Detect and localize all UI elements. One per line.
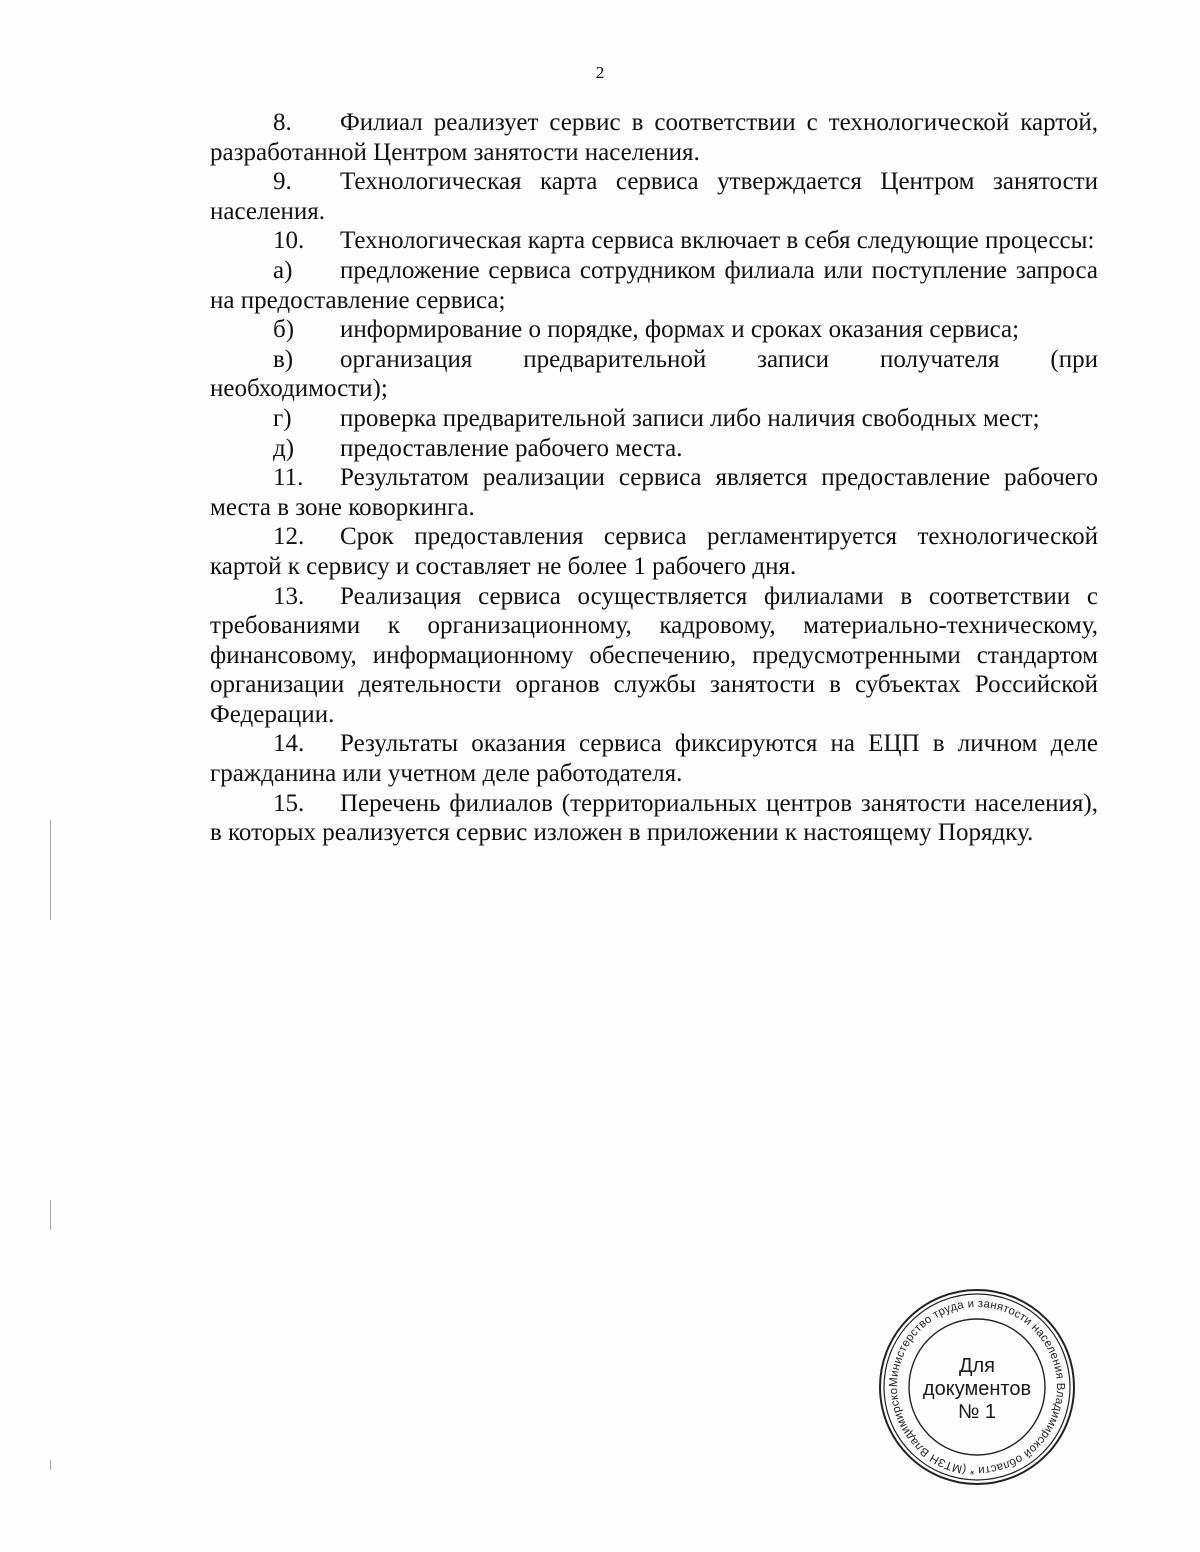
paragraph-15 <box>210 789 1098 848</box>
paragraph-number: 15. <box>273 789 305 817</box>
list-item-d <box>210 434 1098 464</box>
paragraph-10 <box>210 226 1098 256</box>
list-item-g <box>210 404 1098 434</box>
paragraph-number: 10. <box>273 227 305 255</box>
list-item-v <box>210 345 1098 404</box>
list-marker: б) <box>273 316 295 344</box>
stamp-center-text <box>877 1355 1077 1424</box>
paragraph-11 <box>210 463 1098 522</box>
paragraph-text: Технологическая карта сервиса включает в себя следующие процессы: <box>340 227 1095 255</box>
paragraph-14 <box>210 729 1098 788</box>
stamp-center-line: Для <box>958 1355 996 1377</box>
paragraph-number: 14. <box>273 730 305 758</box>
paragraph-number: 9. <box>273 168 292 196</box>
list-item-text: предложение сервиса сотрудником филиала или поступление запроса на предоставление сервиса; <box>210 256 1098 314</box>
paragraph-12 <box>210 522 1098 581</box>
page-number: 2 <box>595 63 605 82</box>
paragraph-text: Перечень филиалов (территориальных центров занятости населения), в которых реализуется сервис изложен в приложении к настоящему Порядку. <box>210 789 1098 847</box>
list-marker: д) <box>273 434 295 462</box>
list-item-text: информирование о порядке, формах и сроках оказания сервиса; <box>340 316 1020 344</box>
stamp-center-line: документов <box>922 1378 1032 1400</box>
list-item-b <box>210 315 1098 345</box>
paragraph-9 <box>210 167 1098 226</box>
stamp-center-line: № 1 <box>957 1401 997 1423</box>
paragraph-text: Результатом реализации сервиса является предоставление рабочего места в зоне коворкинга. <box>210 464 1098 521</box>
paragraph-text: Срок предоставления сервиса регламентируется технологической картой к сервису и составляет не более 1 рабочего дня. <box>210 523 1098 580</box>
paragraph-13 <box>210 582 1098 730</box>
list-item-text: предоставление рабочего места. <box>340 434 683 462</box>
list-item-text: проверка предварительной записи либо наличия свободных мест; <box>340 404 1040 432</box>
list-marker: г) <box>273 404 292 432</box>
paragraph-number: 13. <box>273 582 305 610</box>
paragraph-number: 12. <box>273 523 305 551</box>
scan-margin-marks <box>50 820 52 1520</box>
document-body <box>210 108 1098 848</box>
list-item-a <box>210 256 1098 315</box>
list-marker: в) <box>273 345 294 373</box>
official-stamp <box>877 1287 1077 1487</box>
paragraph-8 <box>210 108 1098 167</box>
paragraph-text: Реализация сервиса осуществляется филиалами в соответствии с требованиями к организационному, кадровому, материально-техническому, финансовому, информационному обеспечению, предусмотренными стандартом организации деятельности органов службы занятости в субъектах Российской Федерации. <box>210 582 1098 728</box>
paragraph-text: Результаты оказания сервиса фиксируются на ЕЦП в личном деле гражданина или учетном деле работодателя. <box>210 730 1098 788</box>
paragraph-text: Филиал реализует сервис в соответствии с технологической картой, разработанной Центром занятости населения. <box>210 109 1098 166</box>
list-item-text: организация предварительной записи получателя (при необходимости); <box>210 345 1098 403</box>
stamp-ring-text: Министерство труда и занятости населения Владимирской области * (МТЗН Владимирско <box>887 1297 1067 1477</box>
paragraph-text: Технологическая карта сервиса утверждается Центром занятости населения. <box>210 168 1098 225</box>
list-marker: а) <box>273 256 293 284</box>
paragraph-number: 8. <box>273 109 292 136</box>
paragraph-number: 11. <box>273 464 304 492</box>
